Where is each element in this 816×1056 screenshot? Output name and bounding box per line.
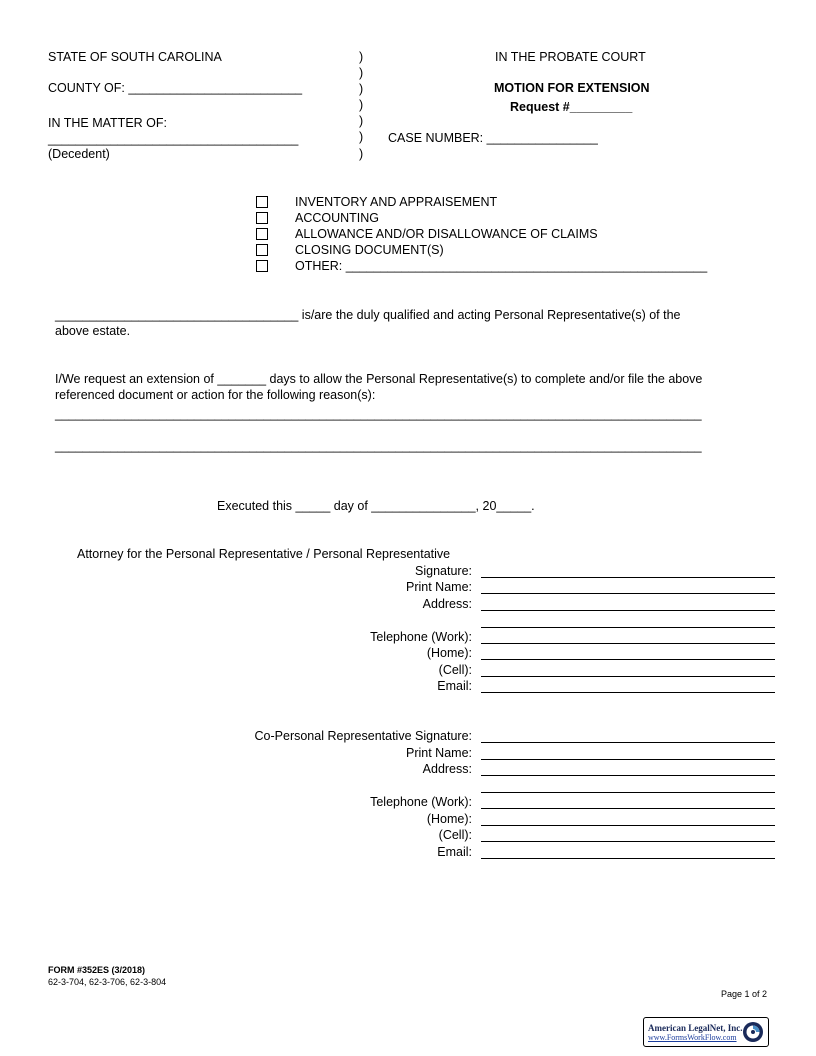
closing-documents-checkbox[interactable] <box>256 244 268 256</box>
paren: ) <box>359 82 364 96</box>
telephone-work-line[interactable] <box>481 643 775 644</box>
matter-label: IN THE MATTER OF: <box>48 116 167 130</box>
co-telephone-cell-label: (Cell): <box>438 828 472 842</box>
logo-name: American LegalNet, Inc. <box>648 1023 743 1033</box>
co-address-label: Address: <box>422 762 472 776</box>
extension-request: I/We request an extension of _______ days to allow the Personal Representative(s) to complete and/or file the above <box>55 372 703 386</box>
email-label: Email: <box>437 679 472 693</box>
co-telephone-work-label: Telephone (Work): <box>370 795 472 809</box>
decedent-label: (Decedent) <box>48 147 110 161</box>
matter-field[interactable]: ____________________________________ <box>48 132 299 146</box>
paren: ) <box>359 66 364 80</box>
signature-label: Signature: <box>415 564 472 578</box>
reason-line[interactable]: _____________________________________________________________________________________________ <box>55 439 702 453</box>
co-telephone-cell-line[interactable] <box>481 841 775 842</box>
co-signature-label: Co-Personal Representative Signature: <box>254 729 472 743</box>
telephone-work-label: Telephone (Work): <box>370 630 472 644</box>
representative-statement-cont: above estate. <box>55 324 131 338</box>
co-email-line[interactable] <box>481 858 775 859</box>
co-address-line[interactable] <box>481 775 775 776</box>
county-field[interactable]: COUNTY OF: _________________________ <box>48 81 303 95</box>
checkbox-label: CLOSING DOCUMENT(S) <box>295 243 444 257</box>
american-legalnet-logo[interactable] <box>643 1017 769 1047</box>
address-line[interactable] <box>481 610 775 611</box>
telephone-home-line[interactable] <box>481 659 775 660</box>
other-checkbox[interactable] <box>256 260 268 272</box>
co-signature-line[interactable] <box>481 742 775 743</box>
co-email-label: Email: <box>437 845 472 859</box>
statute-codes: 62-3-704, 62-3-706, 62-3-804 <box>48 977 167 987</box>
executed-date: Executed this _____ day of _______________, 20_____. <box>217 499 535 513</box>
print-name-line[interactable] <box>481 593 775 594</box>
accounting-checkbox[interactable] <box>256 212 268 224</box>
print-name-label: Print Name: <box>406 580 472 594</box>
attorney-heading: Attorney for the Personal Representative / Personal Representative <box>77 547 451 561</box>
telephone-home-label: (Home): <box>426 646 472 660</box>
paren: ) <box>359 50 364 64</box>
address-label: Address: <box>422 597 472 611</box>
co-telephone-work-line[interactable] <box>481 808 775 809</box>
logo-url[interactable]: www.FormsWorkFlow.com <box>648 1033 737 1042</box>
case-number-field[interactable]: CASE NUMBER: ________________ <box>388 131 598 145</box>
telephone-cell-label: (Cell): <box>438 663 472 677</box>
co-print-name-line[interactable] <box>481 759 775 760</box>
telephone-cell-line[interactable] <box>481 676 775 677</box>
paren: ) <box>359 114 364 128</box>
checkbox-label: OTHER: ____________________________________________________ <box>295 259 708 273</box>
co-address-line[interactable] <box>481 792 775 793</box>
claims-checkbox[interactable] <box>256 228 268 240</box>
checkbox-label: INVENTORY AND APPRAISEMENT <box>295 195 498 209</box>
reason-line[interactable]: _____________________________________________________________________________________________ <box>55 407 702 421</box>
page-number: Page 1 of 2 <box>721 989 768 999</box>
email-line[interactable] <box>481 692 775 693</box>
signature-line[interactable] <box>481 577 775 578</box>
inventory-checkbox[interactable] <box>256 196 268 208</box>
co-print-name-label: Print Name: <box>406 746 472 760</box>
paren: ) <box>359 130 364 144</box>
court-name: IN THE PROBATE COURT <box>495 50 646 64</box>
co-telephone-home-line[interactable] <box>481 825 775 826</box>
address-line[interactable] <box>481 627 775 628</box>
checkbox-label: ACCOUNTING <box>295 211 380 225</box>
form-number: FORM #352ES (3/2018) <box>48 965 146 975</box>
representative-statement: ___________________________________ is/are the duly qualified and acting Personal Representative(s) of the <box>55 308 681 322</box>
state-caption: STATE OF SOUTH CAROLINA <box>48 50 222 64</box>
logo-swirl-icon <box>741 1020 765 1044</box>
page-title: MOTION FOR EXTENSION <box>494 81 650 95</box>
co-telephone-home-label: (Home): <box>426 812 472 826</box>
paren: ) <box>359 147 364 161</box>
request-number-field[interactable]: Request #_________ <box>510 100 633 114</box>
checkbox-label: ALLOWANCE AND/OR DISALLOWANCE OF CLAIMS <box>295 227 598 241</box>
extension-request-cont: referenced document or action for the following reason(s): <box>55 388 376 402</box>
paren: ) <box>359 98 364 112</box>
